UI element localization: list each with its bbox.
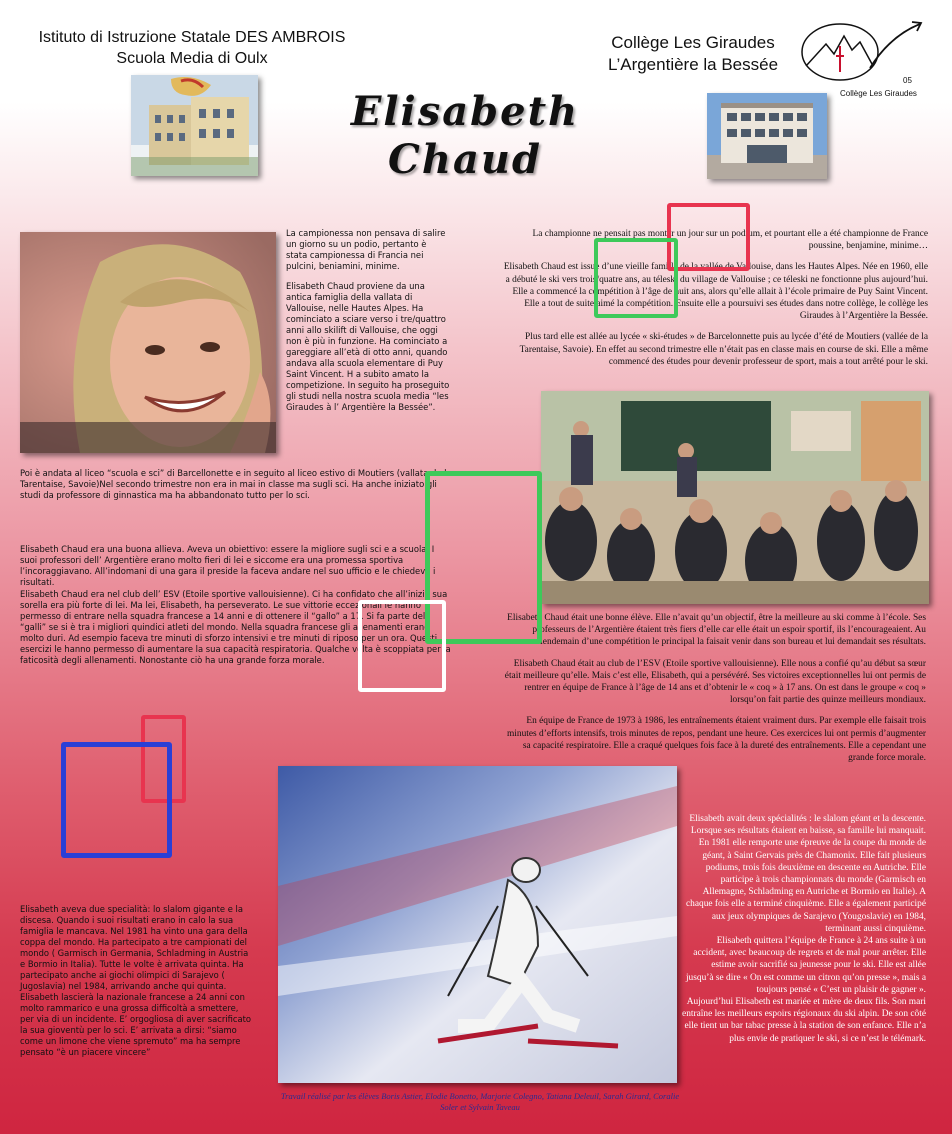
italian-school-subname: Scuola Media di Oulx: [116, 50, 268, 67]
french-origin-paragraph: Elisabeth Chaud est issue d’une vieille famille de la vallée de Vallouise, dans les Hautes Alpes. Née en 1960, elle a débuté le ski vers trois/quatre ans, au téleski du village de Vallouise ; ce téleski ne fonctionne plus aujourd’hui. Elle a commencé la compétition à l’âge de huit ans, alors qu’elle allait à l’école primaire de Puy Saint Vincent. Elle a tout de suite aimé la compétition. Ensuite elle a poursuivi ses études dans notre collège, le collège les Giraudes à l’Argentière la Bessée.: [503, 262, 928, 322]
skiing-photo: [278, 766, 677, 1083]
poster-title: [330, 88, 600, 184]
italian-esv-paragraph: Elisabeth Chaud era nel club dell’ ESV (Etoile sportive vallouisienne). Ci ha confidato che all’inizio sua sorella era più forte di lei. Ma lei, Elisabeth, ha perseverato. Le sue vittorie eccezionali le hanno permesso di entrare nella squadra francese a 14 anni e di ottenere il “gallo” a 17. Si fa parte del “galli” se si è tra i migliori quindici atleti del mondo. Nella squadra francese gli allenamenti erano molto duri. Ad esempio faceva tre minuti di sforzo intensivi e tre minuti di riposo per un ora. Questi esercizi le hanno permesso di aumentare la sua capacità respiratoria. Qualche volta è scoppiata per la faticosità degli allenamenti. Nonostante ciò ha una grande forza morale.: [20, 589, 451, 665]
portrait-photo: [20, 232, 276, 453]
student-credit: Travail réalisé par les élèves Boris Astier, Elodie Bonetto, Marjorie Colegno, Tatiana Deleuil, Sarah Girard, Coralie Soler et Sylvain Taveau: [280, 1091, 680, 1112]
french-career-block: [682, 813, 926, 1045]
logo-caption: Collège Les Giraudes: [840, 89, 917, 98]
french-club-paragraph: Elisabeth Chaud était au club de l’ESV (Etoile sportive vallouisienne). Elle nous a confié qu’au début sa sœur était meilleure qu’elle. Mais c’est elle, Elisabeth, qui a persévéré. Ses victoires exceptionnelles lui ont permis de rentrer en équipe de France à l’âge de 14 ans et d’obtenir le « coq » à 17 ans. On est dans le groupe « coq » lorsqu’on fait partie des quinze meilleurs mondiaux.: [504, 658, 926, 706]
italian-school-photo: [131, 75, 258, 176]
french-eleve-block: [498, 612, 926, 773]
french-eleve-paragraph: Elisabeth Chaud était une bonne élève. Elle n’avait qu’un objectif, être la meilleure au ski comme à l’école. Ses professeurs de l’Argentière étaient très fiers d’elle car elle était un espoir sportif, ils l’encourageaient. Au lendemain d’une compétition le principal la faisait venir dans son bureau et lui demandait ses résultats.: [507, 613, 926, 648]
blue-square-decoration: [61, 742, 172, 858]
italian-allieva-paragraph: Elisabeth Chaud era una buona allieva. Aveva un obiettivo: essere la migliore sugli sci e a scuola. I suoi professori dell’ Argentière erano molto fieri di lei e siccome era una promessa sportiva l’incoraggiavano. All’indomani di una gara il preside la faceva andare nel suo ufficio e le chiedeva i risultati.: [20, 544, 436, 587]
italian-specialties-block: [20, 904, 254, 1067]
logo-number: 05: [903, 76, 912, 85]
french-coupe-paragraph: En 1981 elle remporte une épreuve de la coupe du monde de géant, à Saint Gervais près de Chamonix. Elle fait plusieurs podiums, trois fois deuxième en descente en Autriche. Elle participe à trois championnats du monde (Garmisch en Allemagne, Schladming en Autriche et Bormio en Italie). A chaque fois elle a terminé cinquième. Elle a également participé aux jeux olympiques de Sarajevo (Yougoslavie) en 1984, terminant aussi cinquième.: [686, 838, 926, 934]
italian-specialties-paragraph: Elisabeth aveva due specialità: lo slalom gigante e la discesa. Quando i suoi risultati erano in calo la sua famiglia le mancava. Nel 1981 ha vinto una gara della coppa del mondo. Ha partecipato a tre campionati del mondo ( Garmisch in Germania, Schladming in Austria e Bormio in Italia). Tutte le volte è arrivata quinta. Ha partecipato anche ai giochi olimpici di Sarajevo ( Jugoslavia) nel 1984, arrivando anche qui quinta. Elisabeth lascierà la nazionale francese a 24 anni con molto rammarico e una grossa difficoltà a smettere, per via di un incidente. E’ orgogliosa di aver sacrificato la sua gioventù per lo sci. E’ arrivata a dirsi: “siamo come un limone che viene spremuto” ma ha sempre pensato “è un piacere vincere”: [20, 904, 252, 1057]
classroom-photo: [541, 391, 929, 604]
french-school-town: L’Argentière la Bessée: [607, 55, 779, 74]
french-specialites-paragraph: Elisabeth avait deux spécialités : le slalom géant et la descente. Lorsque ses résultats étaient en baisse, sa famille lui manquait.: [689, 814, 926, 837]
french-lycee-paragraph: Plus tard elle est allée au lycée « ski-études » de Barcelonnette puis au lycée d’été de Moutiers (vallée de la Tarentaise, Savoie). En effet au second trimestre elle n’était pas en classe mais en course de ski. Elle a même commencé des études pour devenir professeur de sport, mais a tout arrêté pour le ski.: [519, 332, 928, 367]
green-square-decoration: [594, 238, 678, 318]
title-last-name: Chaud: [388, 136, 542, 183]
french-school-name: Collège Les Giraudes: [611, 33, 775, 52]
red-square-decoration: [667, 203, 750, 271]
italian-intro-block: [286, 228, 450, 422]
italian-school-name: Istituto di Istruzione Statale DES AMBROIS: [38, 29, 346, 46]
italian-liceo-paragraph: Poi è andata al liceo “scuola e sci” di Barcellonette e in seguito al liceo estivo di Moutiers (vallata de la Tarentaise, Savoie)Nel secondo trimestre non era in mai in classe ma sugli sci. Ha anche iniziato gli studi da professore di ginnastica ma ha abbandonato tutto per lo sci.: [20, 468, 452, 500]
italian-origin-paragraph: Elisabeth Chaud proviene da una antica famiglia della vallata di Vallouise, nelle Hautes Alpes. Ha cominciato a sciare verso i tre/quattro anni allo skilift di Vallouise, che oggi non è più in funzione. Ha cominciato a gareggiare all’età di otto anni, quando andava alla scuola elementare di Puy Saint Vincent. H a subito amato la competizione. In seguito ha proseguito gli studi nella nostra scuola media “les Giraudes à l’ Argentière la Bessée”.: [286, 281, 450, 412]
french-aujourdhui-paragraph: Aujourd’hui Elisabeth est mariée et mère de deux fils. Son mari entraîne les meilleurs espoirs régionaux du ski alpin. De son côté elle tient un bar tabac presse à la station de son enfance. Elle n’a plus envie de pratiquer le ski, si ce n’est le télémark.: [682, 997, 926, 1044]
french-college-photo: [707, 93, 827, 179]
italian-intro-paragraph: La campionessa non pensava di salire un giorno su un podio, pertanto è stata campionessa di Francia nei pulcini, beniamini, minime.: [286, 228, 446, 271]
french-equipe-paragraph: En équipe de France de 1973 à 1986, les entraînements étaient vraiment durs. Par exemple elle faisait trois minutes d’efforts intensifs, trois minutes de repos, pendant une heure. Ces exercices lui ont permis d’augmenter sa capacité respiratoire. Elle a craqué quelques fois face à la dureté des entraînements. Elle a cependant une grande force morale.: [507, 716, 926, 764]
french-quitte-paragraph: Elisabeth quittera l’équipe de France à 24 ans suite à un accident, avec beaucoup de regrets et de mal pour arrêter. Elle estime avoir sacrifié sa jeunesse pour le ski. Elle est allée jusqu’à se dire « On est comme un citron qu’on presse », mais a toujours pensé « C’est un plaisir de gagner ».: [685, 936, 926, 995]
white-square-decoration: [358, 600, 446, 692]
title-first-name: Elisabeth: [350, 88, 580, 135]
italian-school-header: [22, 27, 362, 69]
italian-liceo-block: [20, 468, 452, 510]
french-intro-paragraph: La championne ne pensait pas monter un jour sur un podium, et pourtant elle a été championne de France poussine, benjamine, minime…: [532, 229, 928, 252]
french-school-header: [598, 32, 788, 76]
